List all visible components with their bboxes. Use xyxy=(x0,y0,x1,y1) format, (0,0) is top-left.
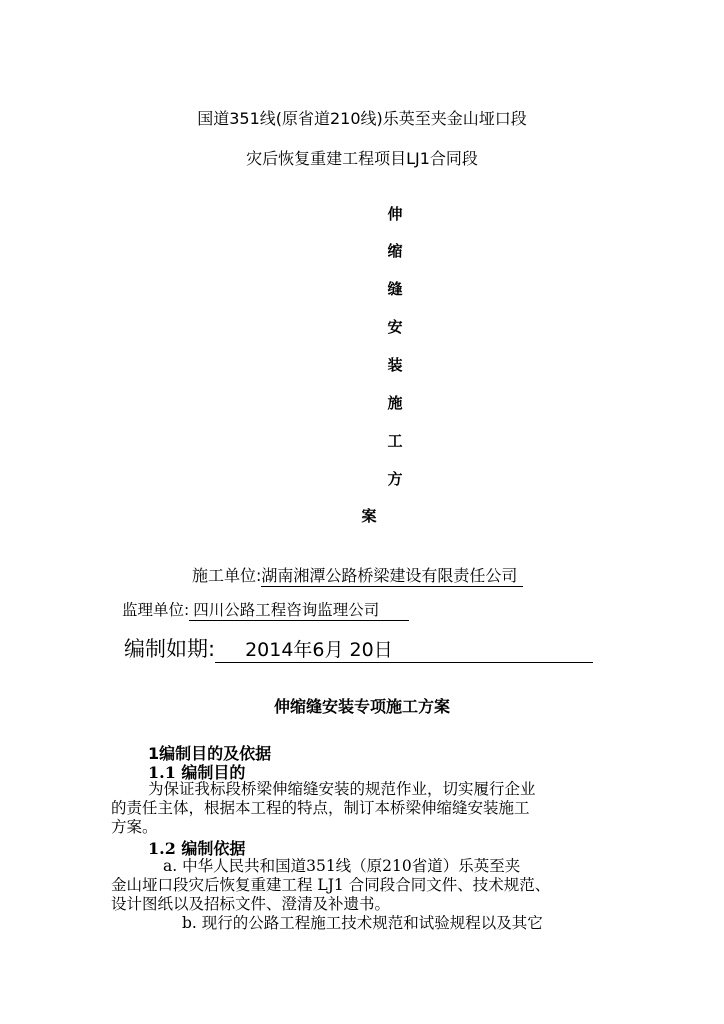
basis-item-b-line: b. 现行的公路工程施工技术规范和试验规程以及其它 xyxy=(182,914,543,932)
construction-unit-label: 施工单位: xyxy=(192,566,262,585)
document-title: 伸缩缝安装专项施工方案 xyxy=(273,697,450,716)
vertical-title-char: 施 xyxy=(387,394,403,412)
vertical-title-char: 安 xyxy=(387,318,403,336)
construction-unit-row xyxy=(192,563,523,587)
construction-unit-value: 湖南湘潭公路桥梁建设有限责任公司 xyxy=(261,563,523,587)
cover-header-line2: 灾后恢复重建工程项目LJ1合同段 xyxy=(246,149,478,168)
vertical-title-char: 装 xyxy=(387,356,403,374)
basis-item-a-line: a. 中华人民共和国道351线（原210省道）乐英至夹 xyxy=(163,857,521,875)
section-1-1-heading: 1.1 编制目的 xyxy=(148,763,246,782)
cover-header-line1: 国道351线(原省道210线)乐英至夹金山垭口段 xyxy=(197,109,527,128)
basis-item-a-line: 金山垭口段灾后恢复重建工程 LJ1 合同段合同文件、技术规范、 xyxy=(111,876,551,894)
vertical-title-char: 缩 xyxy=(387,242,403,260)
section-1-1-paragraph-line: 为保证我标段桥梁伸缩缝安装的规范作业，切实履行企业 xyxy=(148,780,536,798)
supervision-unit-row xyxy=(122,598,409,621)
supervision-unit-label: 监理单位: xyxy=(122,601,190,619)
compile-date-row xyxy=(124,633,593,663)
section-1-1-paragraph-line: 方案。 xyxy=(111,818,158,836)
section-1-1-paragraph-line: 的责任主体，根据本工程的特点，制订本桥梁伸缩缝安装施工 xyxy=(111,799,530,817)
supervision-unit-value: 四川公路工程咨询监理公司 xyxy=(189,598,409,621)
vertical-title-char: 缝 xyxy=(387,280,403,298)
vertical-title-char: 案 xyxy=(361,507,377,525)
basis-item-a-line: 设计图纸以及招标文件、澄清及补遗书。 xyxy=(111,895,391,913)
compile-date-value: 2014年6月 20日 xyxy=(215,635,593,663)
section-1-heading: 1编制目的及依据 xyxy=(148,744,272,763)
vertical-title-char: 方 xyxy=(387,470,403,488)
vertical-title-char: 工 xyxy=(387,432,403,450)
compile-date-label: 编制如期: xyxy=(124,637,216,661)
section-1-2-heading: 1.2 编制依据 xyxy=(148,839,246,858)
vertical-title-char: 伸 xyxy=(387,205,403,223)
